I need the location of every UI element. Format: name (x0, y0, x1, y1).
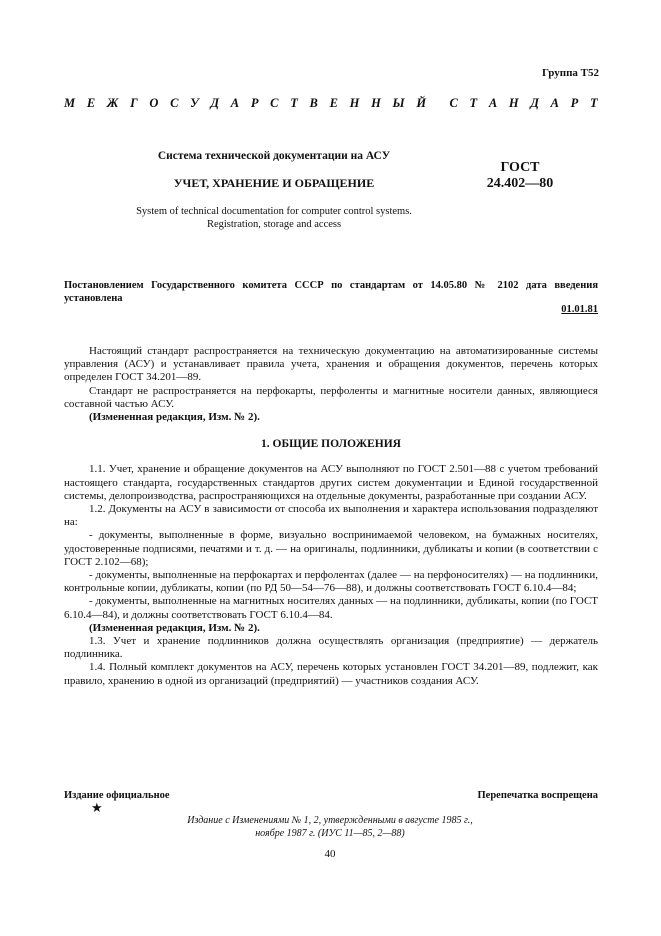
english-title (100, 205, 448, 231)
banner-letter: Т (590, 96, 598, 110)
banner-letter: О (149, 96, 159, 110)
group-code: Группа Т52 (541, 67, 599, 79)
system-title: Система технической документации на АСУ (157, 150, 391, 162)
gost-label: ГОСТ (500, 160, 540, 175)
paragraph-1-4: 1.4. Полный комплект документов на АСУ, перечень которых установлен ГОСТ 34.201—89, подлежит, как правило, хранению в одной из организаций (предприятий) — участников создания АСУ. (64, 661, 598, 687)
gost-number: 24.402—80 (486, 176, 554, 191)
banner-letter: Ж (106, 96, 119, 110)
banner-letter: Д (210, 96, 220, 110)
banner-letter: Н (508, 96, 519, 110)
paragraph-1-1: 1.1. Учет, хранение и обращение документов на АСУ выполняют по ГОСТ 2.501—88 с учетом требований настоящего стандарта, государственных стандартов других систем документации и Единой государственной системы, делопроизводства, распространяющихся на отдельные документы, разработанные при создании АСУ. (64, 463, 598, 502)
paragraph-exclusion: Стандарт не распространяется на перфокарты, перфоленты и магнитные носители данных, являющиеся составной частью АСУ. (64, 384, 598, 410)
banner-letter: У (190, 96, 199, 110)
list-item-magnetic: - документы, выполненные на магнитных носителях данных — на подлинники, дубликаты, копии (по ГОСТ 6.10.4—84), и должны соответствовать ГОСТ 6.10.4—84. (64, 595, 598, 621)
list-item-punched: - документы, выполненные на перфокартах и перфолентах (далее — на перфоносителях) — на подлинники, контрольные копии, дубликаты, копии (по РД 50—54—76—88), и должны соответствовать ГОСТ 6.10.4—84; (64, 569, 598, 595)
document-body (64, 345, 598, 688)
standard-banner (64, 96, 598, 111)
english-title-line-2: Registration, storage and access (206, 219, 342, 230)
star-icon: ★ (91, 800, 103, 815)
banner-letter: Г (130, 96, 138, 110)
banner-letter: Р (250, 96, 259, 110)
banner-letter: Ы (392, 96, 405, 110)
banner-letter: Т (290, 96, 298, 110)
document-title: УЧЕТ, ХРАНЕНИЕ И ОБРАЩЕНИЕ (173, 176, 375, 190)
banner-letter: Е (329, 96, 338, 110)
edition-note-line-2: ноябре 1987 г. (ИУС 11—85, 2—88) (255, 827, 405, 839)
banner-letter: С (449, 96, 458, 110)
banner-letter: С (170, 96, 179, 110)
banner-letter: Т (469, 96, 478, 110)
banner-letter: Е (86, 96, 96, 110)
title-block (100, 150, 448, 231)
banner-letter: А (550, 96, 559, 110)
amendment-note: (Измененная редакция, Изм. № 2). (89, 411, 260, 424)
banner-letter: А (488, 96, 498, 110)
banner-letter: Н (371, 96, 381, 110)
paragraph-1-2: 1.2. Документы на АСУ в зависимости от способа их выполнения и характера использования подразделяют на: (64, 503, 598, 529)
page-number: 40 (324, 848, 336, 860)
banner-letter: В (309, 96, 318, 110)
reprint-prohibited-label: Перепечатка воспрещена (477, 790, 598, 801)
decree-text: Постановлением Государственного комитета СССР по стандартам от 14.05.80 № 2102 дата введения установлена (64, 280, 598, 304)
banner-letter: Д (530, 96, 539, 110)
banner-letter: С (270, 96, 279, 110)
official-edition-label: Издание официальное (64, 790, 170, 801)
english-title-line-1: System of technical documentation for computer control systems. (136, 206, 412, 217)
list-item-paper: - документы, выполненные в форме, визуально воспринимаемой человеком, на бумажных носителях, удостоверенные подписями, печатями и т. д. — на оригиналы, подлинники, дубликаты и копии (в соответствии с ГОСТ 2.102—68); (64, 529, 598, 568)
banner-letter: Н (349, 96, 360, 110)
banner-letter: Й (416, 96, 427, 110)
paragraph-1-3: 1.3. Учет и хранение подлинников должна осуществлять организация (предприятие) — держатель подлинника. (64, 635, 598, 661)
amendment-note: (Измененная редакция, Изм. № 2). (89, 621, 260, 634)
edition-note (150, 815, 510, 840)
banner-letter: А (230, 96, 240, 110)
edition-note-line-1: Издание с Изменениями № 1, 2, утвержденными в августе 1985 г., (187, 815, 473, 826)
section-heading: 1. ОБЩИЕ ПОЛОЖЕНИЯ (261, 438, 401, 451)
banner-letter: Р (570, 96, 579, 110)
paragraph-scope: Настоящий стандарт распространяется на техническую документацию на автоматизированные системы управления (АСУ) и устанавливает правила учета, хранения и обращения документов, перечень которых определен ГОСТ 34.201—89. (64, 345, 598, 384)
banner-letter: М (64, 96, 76, 110)
gost-designation (470, 160, 570, 192)
effective-date: 01.01.81 (561, 304, 598, 315)
